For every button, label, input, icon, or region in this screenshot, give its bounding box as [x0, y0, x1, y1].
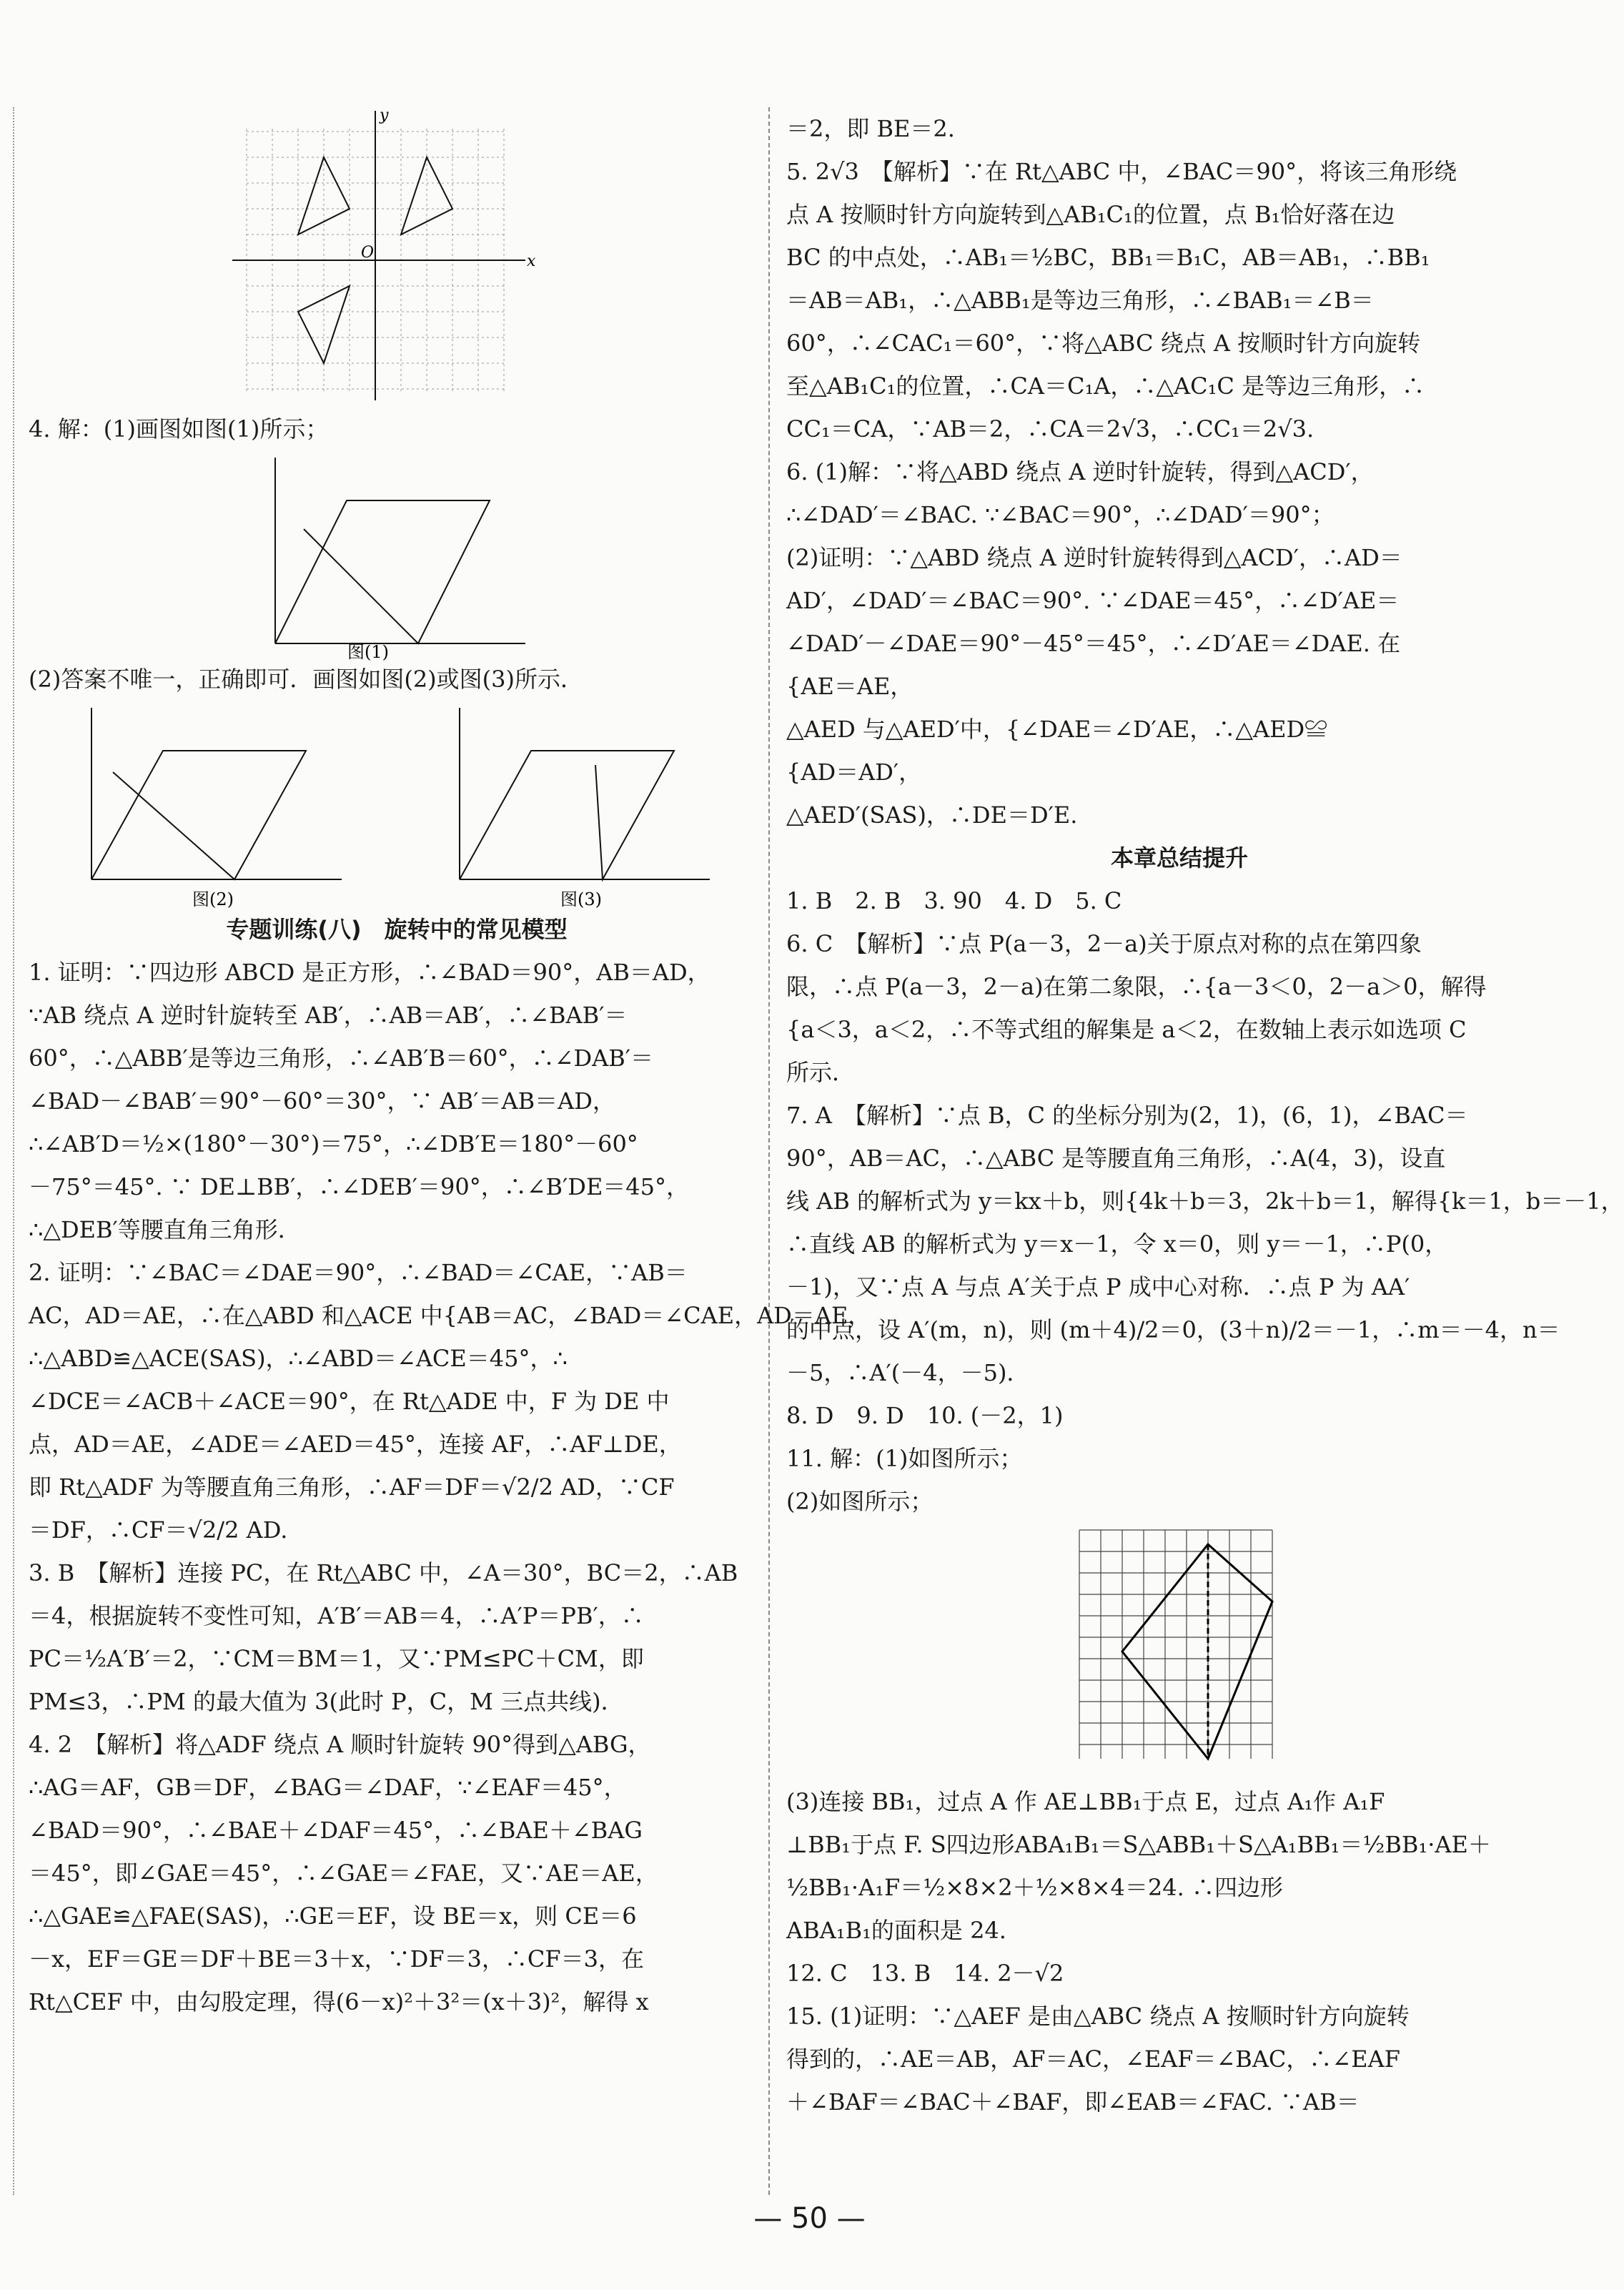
- right-line-10: (2)证明：∵△ABD 绕点 A 逆时针旋转得到△ACD′，∴AD＝: [786, 544, 1402, 571]
- left-margin-rule: [13, 107, 14, 2195]
- right-line-34: ⊥BB₁于点 F. S四边形ABA₁B₁＝S△ABB₁＋S△A₁BB₁＝½BB₁·AE＋: [786, 1831, 1491, 1858]
- right-line-31: 11. 解：(1)如图所示；: [786, 1445, 1023, 1472]
- right-line-35: ½BB₁·A₁F＝½×8×2＋½×8×4＝24. ∴四边形: [786, 1874, 1283, 1901]
- left-line-20: PM≤3，∴PM 的最大值为 3(此时 P，C，M 三点共线)．: [29, 1688, 624, 1715]
- right-line-14: △AED 与△AED′中，{∠DAE＝∠D′AE，∴△AED≌: [786, 716, 1328, 743]
- right-line-15: {AD＝AD′，: [786, 759, 922, 786]
- right-line-1: 5. 2√3 【解析】∵在 Rt△ABC 中，∠BAC＝90°，将该三角形绕: [786, 158, 1457, 185]
- right-line-27: －1)，又∵点 A 与点 A′关于点 P 成中心对称．∴点 P 为 AA′: [786, 1273, 1410, 1301]
- left-line-14: 点，AD＝AE，∠ADE＝∠AED＝45°，连接 AF，∴AF⊥DE，: [29, 1431, 682, 1458]
- right-line-28: 的中点，设 A′(m，n)，则 (m＋4)/2＝0，(3＋n)/2＝－1，∴m＝－4，n＝: [786, 1316, 1560, 1343]
- right-line-11: AD′，∠DAD′＝∠BAC＝90°. ∵∠DAE＝45°，∴∠D′AE＝: [786, 587, 1400, 614]
- right-line-38: 15. (1)证明：∵△AEF 是由△ABC 绕点 A 按顺时针方向旋转: [786, 2003, 1410, 2030]
- right-line-0: ＝2，即 BE＝2.: [786, 115, 955, 142]
- left-line-9: ∴△DEB′等腰直角三角形．: [29, 1216, 301, 1243]
- left-line-21: 4. 2 【解析】将△ADF 绕点 A 顺时针旋转 90°得到△ABG，: [29, 1731, 651, 1758]
- fig2-caption: 图(2): [192, 889, 234, 909]
- left-line-19: PC＝½A′B′＝2，∵CM＝BM＝1，又∵PM≤PC＋CM，即: [29, 1645, 644, 1672]
- right-line-8: 6. (1)解：∵将△ABD 绕点 A 逆时针旋转，得到△ACD′，: [786, 458, 1374, 485]
- left-line-22: ∴AG＝AF，GB＝DF，∠BAG＝∠DAF，∵∠EAF＝45°，: [29, 1774, 627, 1801]
- right-line-21: {a＜3，a＜2，∴不等式组的解集是 a＜2，在数轴上表示如选项 C: [786, 1016, 1467, 1043]
- left-line-11: AC，AD＝AE，∴在△ABD 和△ACE 中{AB＝AC，∠BAD＝∠CAE，AD＝AE，: [29, 1302, 871, 1329]
- chapter-summary-title: 本章总结提升: [1110, 844, 1248, 872]
- left-line-3: 1. 证明：∵四边形 ABCD 是正方形，∴∠BAD＝90°，AB＝AD，: [29, 959, 710, 986]
- figure-3: [445, 701, 717, 908]
- left-line-8: －75°＝45°. ∵ DE⊥BB′，∴∠DEB′＝90°，∴∠B′DE＝45°，: [29, 1173, 690, 1200]
- right-line-37: 12. C 13. B 14. 2－√2: [786, 1960, 1064, 1987]
- right-line-32: (2)如图所示；: [786, 1488, 934, 1515]
- right-line-23: 7. A 【解析】∵点 B，C 的坐标分别为(2，1)，(6，1)，∠BAC＝: [786, 1102, 1468, 1129]
- right-line-22: 所示．: [786, 1059, 856, 1086]
- right-line-24: 90°，AB＝AC，∴△ABC 是等腰直角三角形，∴A(4，3)，设直: [786, 1145, 1446, 1172]
- y-axis-label: y: [380, 107, 389, 124]
- left-line-26: －x，EF＝GE＝DF＋BE＝3＋x，∵DF＝3，∴CF＝3，在: [29, 1945, 644, 1973]
- right-line-2: 点 A 按顺时针方向旋转到△AB₁C₁的位置，点 B₁恰好落在边: [786, 201, 1395, 228]
- right-line-40: ＋∠BAF＝∠BAC＋∠BAF，即∠EAB＝∠FAC. ∵AB＝: [786, 2088, 1360, 2116]
- left-line-4: ∵AB 绕点 A 逆时针旋转至 AB′，∴AB＝AB′，∴∠BAB′＝: [29, 1002, 628, 1029]
- left-line-12: ∴△ABD≌△ACE(SAS)，∴∠ABD＝∠ACE＝45°，∴: [29, 1345, 568, 1372]
- right-line-5: 60°，∴∠CAC₁＝60°，∵将△ABC 绕点 A 按顺时针方向旋转: [786, 330, 1421, 357]
- right-line-29: －5，∴A′(－4，－5)．: [786, 1359, 1030, 1386]
- left-line-27: Rt△CEF 中，由勾股定理，得(6－x)²＋3²＝(x＋3)²，解得 x: [29, 1988, 649, 2015]
- left-line-18: ＝4，根据旋转不变性可知，A′B′＝AB＝4，∴A′P＝PB′，∴: [29, 1602, 644, 1629]
- left-line-1: (2)答案不唯一，正确即可．画图如图(2)或图(3)所示．: [29, 666, 583, 693]
- left-line-15: 即 Rt△ADF 为等腰直角三角形，∴AF＝DF＝√2/2 AD，∵CF: [29, 1474, 675, 1501]
- parallelogram: [275, 500, 490, 643]
- figure-1: [261, 450, 533, 662]
- left-line-10: 2. 证明：∵∠BAC＝∠DAE＝90°，∴∠BAD＝∠CAE，∵AB＝: [29, 1259, 688, 1286]
- right-line-3: BC 的中点处，∴AB₁＝½BC，BB₁＝B₁C，AB＝AB₁，∴BB₁: [786, 244, 1430, 271]
- right-line-18: 1. B 2. B 3. 90 4. D 5. C: [786, 887, 1122, 914]
- right-line-33: (3)连接 BB₁，过点 A 作 AE⊥BB₁于点 E，过点 A₁作 A₁F: [786, 1788, 1385, 1815]
- left-line-23: ∠BAD＝90°，∴∠BAE＋∠DAF＝45°，∴∠BAE＋∠BAG: [29, 1817, 643, 1844]
- right-line-19: 6. C 【解析】∵点 P(a－3，2－a)关于原点对称的点在第四象: [786, 930, 1422, 957]
- left-line-16: ＝DF，∴CF＝√2/2 AD.: [29, 1516, 288, 1544]
- left-line-25: ∴△GAE≌△FAE(SAS)，∴GE＝EF，设 BE＝x，则 CE＝6: [29, 1902, 637, 1930]
- right-line-4: ＝AB＝AB₁，∴△ABB₁是等边三角形，∴∠BAB₁＝∠B＝: [786, 287, 1374, 314]
- right-line-20: 限，∴点 P(a－3，2－a)在第二象限，∴{a－3＜0，2－a＞0，解得: [786, 973, 1487, 1000]
- left-line-7: ∴∠AB′D＝½×(180°－30°)＝75°，∴∠DB′E＝180°－60°: [29, 1130, 638, 1158]
- right-line-36: ABA₁B₁的面积是 24.: [786, 1917, 1006, 1944]
- left-line-24: ＝45°，即∠GAE＝45°，∴∠GAE＝∠FAE，又∵AE＝AE，: [29, 1860, 658, 1887]
- left-line-13: ∠DCE＝∠ACB＋∠ACE＝90°，在 Rt△ADE 中，F 为 DE 中: [29, 1388, 670, 1415]
- right-line-6: 至△AB₁C₁的位置，∴CA＝C₁A，∴△AC₁C 是等边三角形，∴: [786, 372, 1425, 400]
- fig3-caption: 图(3): [560, 889, 602, 909]
- page-number: — 50 —: [753, 2202, 866, 2235]
- left-line-0: 4. 解：(1)画图如图(1)所示；: [29, 415, 329, 443]
- right-line-30: 8. D 9. D 10. (－2，1): [786, 1402, 1064, 1429]
- right-line-25: 线 AB 的解析式为 y＝kx＋b，则{4k＋b＝3，2k＋b＝1，解得{k＝1，b＝－1，: [786, 1188, 1624, 1215]
- rotation-grid-figure: [232, 107, 561, 408]
- left-line-17: 3. B 【解析】连接 PC，在 Rt△ABC 中，∠A＝30°，BC＝2，∴AB: [29, 1559, 738, 1586]
- right-line-26: ∴直线 AB 的解析式为 y＝x－1，令 x＝0，则 y＝－1，∴P(0，: [786, 1230, 1448, 1258]
- right-column: [786, 107, 1624, 2123]
- column-divider: [768, 107, 770, 2195]
- right-line-7: CC₁＝CA，∵AB＝2，∴CA＝2√3，∴CC₁＝2√3.: [786, 415, 1314, 443]
- left-line-5: 60°，∴△ABB′是等边三角形，∴∠AB′B＝60°，∴∠DAB′＝: [29, 1045, 654, 1072]
- right-line-12: ∠DAD′－∠DAE＝90°－45°＝45°，∴∠D′AE＝∠DAE. 在: [786, 630, 1401, 657]
- right-line-9: ∴∠DAD′＝∠BAC. ∵∠BAC＝90°，∴∠DAD′＝90°；: [786, 501, 1335, 528]
- origin-label: O: [361, 244, 375, 262]
- figure-2: [77, 701, 349, 908]
- right-line-16: △AED′(SAS)，∴DE＝D′E.: [786, 801, 1078, 829]
- right-line-13: {AE＝AE，: [786, 673, 914, 700]
- left-line-6: ∠BAD－∠BAB′＝90°－60°＝30°，∵ AB′＝AB＝AD，: [29, 1087, 615, 1115]
- fig1-caption: 图(1): [347, 642, 389, 662]
- right-line-39: 得到的，∴AE＝AB，AF＝AC，∠EAF＝∠BAC，∴∠EAF: [786, 2045, 1400, 2073]
- x-axis-label: x: [527, 252, 536, 270]
- quadrilateral-grid-figure: [1065, 1523, 1294, 1780]
- section-title: 专题训练(八) 旋转中的常见模型: [226, 916, 568, 943]
